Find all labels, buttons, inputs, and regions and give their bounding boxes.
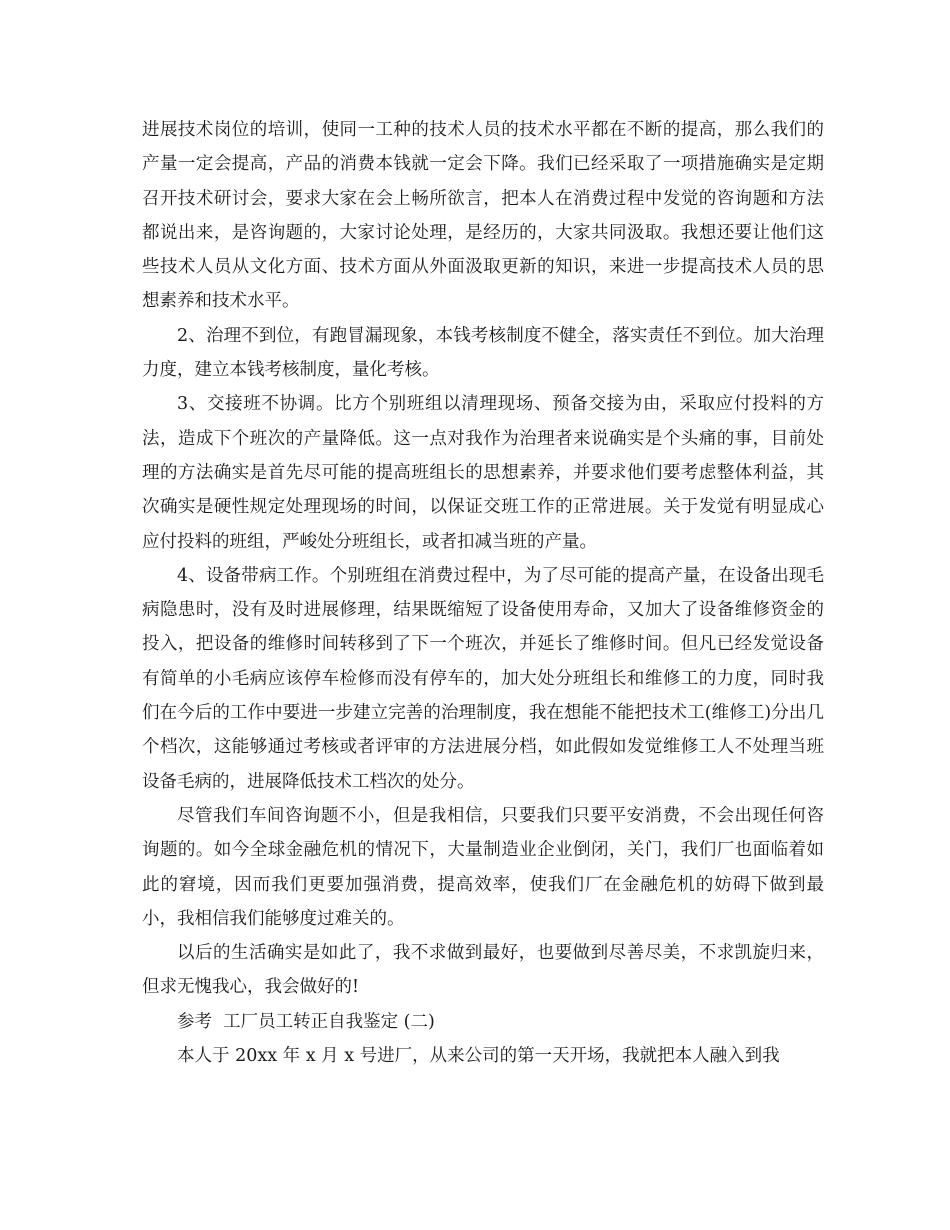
paragraph-7: 本人于 20xx 年 x 月 x 号进厂，从来公司的第一天开场，我就把本人融入到我 xyxy=(177,1046,780,1067)
paragraph-2: 2、治理不到位，有跑冒漏现象，本钱考核制度不健全，落实责任不到位。加大治理力度，建立本钱考核制度，量化考核。 xyxy=(142,325,824,381)
section-heading: 参考 工厂员工转正自我鉴定 (二) xyxy=(177,1011,435,1032)
document-body xyxy=(142,113,824,1073)
paragraph-1: 进展技术岗位的培训，使同一工种的技术人员的技术水平都在不断的提高，那么我们的产量一定会提高，产品的消费本钱就一定会下降。我们已经采取了一项措施确实是定期召开技术研讨会，要求大家在会上畅所欲言，把本人在消费过程中发觉的咨询题和方法都说出来，是咨询题的，大家讨论处理，是经历的，大家共同汲取。我想还要让他们这些技术人员从文化方面、技术方面从外面汲取更新的知识，来进一步提高技术人员的思想素养和技术水平。 xyxy=(142,120,824,312)
paragraph-4: 4、设备带病工作。个别班组在消费过程中，为了尽可能的提高产量，在设备出现毛病隐患时，没有及时进展修理，结果既缩短了设备使用寿命，又加大了设备维修资金的投入，把设备的维修时间转移到了下一个班次，并延长了维修时间。但凡已经发觉设备有简单的小毛病应该停车检修而没有停车的，加大处分班组长和维修工的力度，同时我们在今后的工作中要进一步建立完善的治理制度，我在想能不能把技术工(维修工)分出几个档次，这能够通过考核或者评审的方法进展分档，如此假如发觉维修工人不处理当班设备毛病的，进展降低技术工档次的处分。 xyxy=(142,565,824,792)
paragraph-5: 尽管我们车间咨询题不小，但是我相信，只要我们只要平安消费，不会出现任何咨询题的。如今全球金融危机的情况下，大量制造业企业倒闭，关门，我们厂也面临着如此的窘境，因而我们更要加强消费，提高效率，使我们厂在金融危机的妨碍下做到最小，我相信我们能够度过难关的。 xyxy=(142,805,824,929)
paragraph-6: 以后的生活确实是如此了，我不求做到最好，也要做到尽善尽美，不求凯旋归来，但求无愧我心，我会做好的! xyxy=(142,943,824,998)
paragraph-3: 3、交接班不协调。比方个别班组以清理现场、预备交接为由，采取应付投料的方法，造成下个班次的产量降低。这一点对我作为治理者来说确实是个头痛的事，目前处理的方法确实是首先尽可能的提高班组长的思想素养，并要求他们要考虑整体利益，其次确实是硬性规定处理现场的时间，以保证交班工作的正常进展。关于发觉有明显成心应付投料的班组，严峻处分班组长，或者扣减当班的产量。 xyxy=(142,394,824,552)
